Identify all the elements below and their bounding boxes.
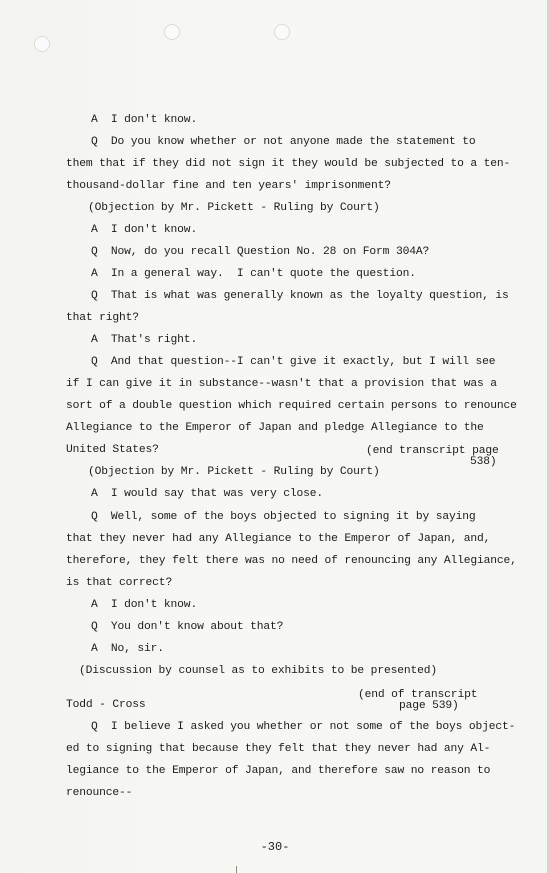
transcript-line: therefore, they felt there was no need of renouncing any Allegiance,	[66, 555, 517, 567]
transcript-line: A No, sir.	[91, 643, 164, 655]
transcript-line: Allegiance to the Emperor of Japan and pledge Allegiance to the	[66, 422, 484, 434]
transcript-page-marker: (end transcript page	[366, 445, 499, 457]
transcript-line: ed to signing that because they felt that they never had any Al-	[66, 743, 491, 755]
transcript-line: is that correct?	[66, 577, 173, 589]
transcript-line: them that if they did not sign it they would be subjected to a ten-	[66, 158, 511, 170]
transcript-line: that they never had any Allegiance to the Emperor of Japan, and,	[66, 533, 491, 545]
transcript-line: A I would say that was very close.	[91, 488, 324, 500]
transcript-line: renounce--	[66, 787, 133, 799]
transcript-line: Q Well, some of the boys objected to signing it by saying	[91, 511, 476, 523]
transcript-line: (Objection by Mr. Pickett - Ruling by Court)	[88, 202, 380, 214]
transcript-line: legiance to the Emperor of Japan, and therefore saw no reason to	[66, 765, 491, 777]
transcript-line: that right?	[66, 312, 139, 324]
transcript-line: (Objection by Mr. Pickett - Ruling by Court)	[88, 466, 380, 478]
transcript-line: Q You don't know about that?	[91, 621, 284, 633]
transcript-line: A I don't know.	[91, 114, 198, 126]
section-heading: Todd - Cross	[66, 699, 146, 711]
transcript-page-marker: (end of transcript	[358, 689, 478, 701]
transcript-line: (Discussion by counsel as to exhibits to be presented)	[79, 665, 437, 677]
transcript-page-marker: page 539)	[399, 700, 459, 712]
transcript-line: A In a general way. I can't quote the question.	[91, 268, 416, 280]
transcript-line: A I don't know.	[91, 599, 198, 611]
transcript-line: sort of a double question which required certain persons to renounce	[66, 400, 517, 412]
binding-mark	[236, 866, 237, 873]
transcript-line: Q That is what was generally known as the loyalty question, is	[91, 290, 509, 302]
transcript-line: Q Now, do you recall Question No. 28 on Form 304A?	[91, 246, 430, 258]
transcript-line: thousand-dollar fine and ten years' imprisonment?	[66, 180, 391, 192]
page-number: -30-	[260, 840, 290, 854]
punch-hole	[164, 24, 180, 40]
transcript-line: United States?	[66, 444, 159, 456]
punch-hole	[274, 24, 290, 40]
transcript-page-marker: 538)	[470, 456, 497, 468]
transcript-line: Q I believe I asked you whether or not some of the boys object-	[91, 721, 516, 733]
transcript-line: Q And that question--I can't give it exactly, but I will see	[91, 356, 496, 368]
transcript-line: A I don't know.	[91, 224, 198, 236]
transcript-line: if I can give it in substance--wasn't that a provision that was a	[66, 378, 497, 390]
punch-hole	[34, 36, 50, 52]
transcript-line: Q Do you know whether or not anyone made the statement to	[91, 136, 476, 148]
transcript-line: A That's right.	[91, 334, 198, 346]
